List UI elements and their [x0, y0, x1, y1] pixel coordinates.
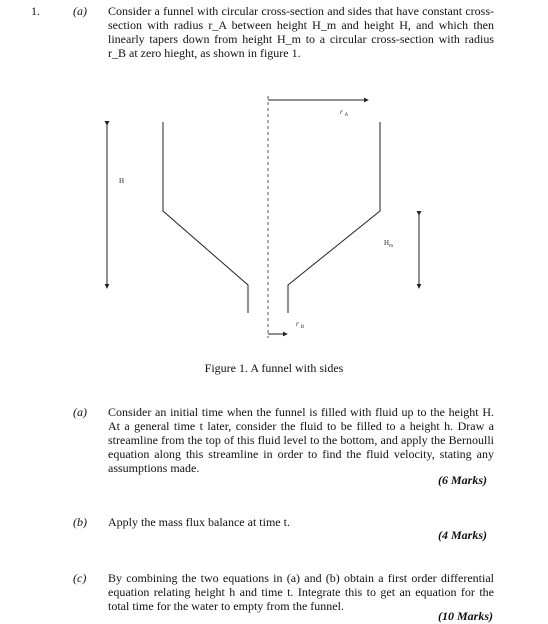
part-a-label: (a) — [73, 405, 87, 419]
funnel-diagram — [0, 88, 548, 363]
part-a-marks: (6 Marks) — [438, 473, 488, 487]
part-b-marks: (4 Marks) — [438, 528, 488, 542]
part-c-label: (c) — [73, 571, 87, 585]
part-b-label: (b) — [73, 515, 87, 529]
part-c-marks: (10 Marks) — [438, 609, 494, 623]
label-hm: $H_m$ — [384, 239, 393, 249]
intro-text: Consider a funnel with circular cross-section and sides that have constant cross-section with radius r_A between height H_m and height H, and which then linearly tapers down from height H_m to a circular cross-section with radius r_B at zero hieght, as shown in figure 1. — [108, 4, 494, 60]
part-c-text: By combining the two equations in (a) and (b) obtain a first order differential equation relating height h and time t. Integrate this to get an equation for the total time for the water to empty from the funnel. — [108, 571, 494, 613]
part-a-text: Consider an initial time when the funnel is filled with fluid up to the height H. At a general time t later, consider the fluid to be filled to a height h. Draw a streamline from the top of this fluid level to the bottom, and apply the Bernoulli equation along this streamline in order to find the fluid velocity, stating any assumptions made. — [108, 405, 494, 475]
funnel-right-wall — [288, 122, 380, 313]
question-number: 1. — [31, 4, 40, 18]
part-b-text: Apply the mass flux balance at time t. — [108, 515, 290, 529]
label-ra: r $_A$ — [340, 108, 348, 118]
funnel-left-wall — [163, 122, 248, 313]
label-h: H — [119, 177, 125, 185]
label-rb: r $_B$ — [296, 320, 304, 330]
figure-caption: Figure 1. A funnel with sides — [204, 361, 344, 375]
intro-label: (a) — [73, 4, 87, 18]
